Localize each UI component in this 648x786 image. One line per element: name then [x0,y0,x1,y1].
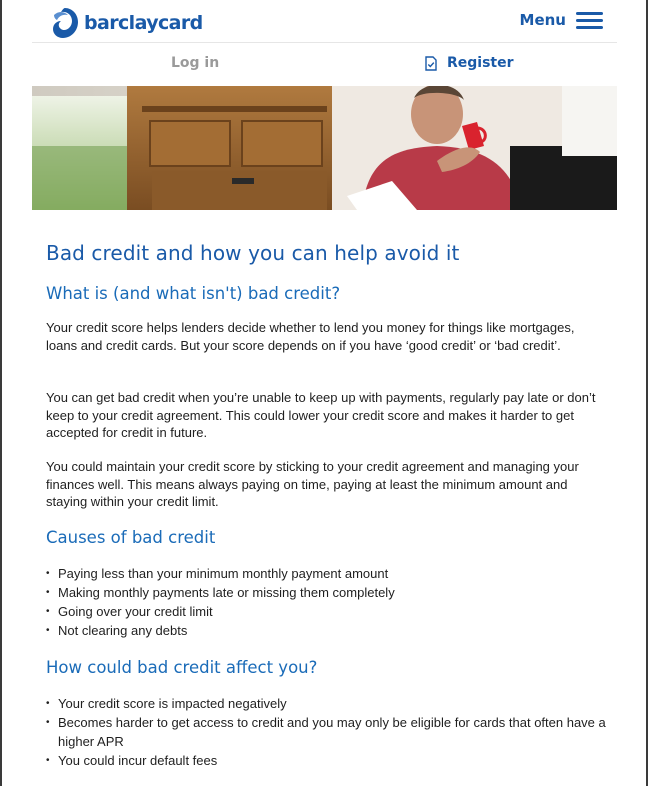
causes-list [46,564,606,640]
list-item: • Going over your credit limit [46,602,606,621]
list-item: • You could incur default fees [46,751,606,770]
login-link[interactable]: Log in [171,55,220,71]
paragraph-maintain-score: You could maintain your credit score by sticking to your credit agreement and managing your finances well. This means always paying on time, paying at least the minimum amount and staying within your credit limit. [46,459,579,509]
paragraph-credit-score: Your credit score helps lenders decide whether to lend you money for things like mortgages, loans and credit cards. But your score depends on if you have ‘good credit’ or ‘bad credit’. [46,320,575,353]
list-item: • Paying less than your minimum monthly payment amount [46,564,606,583]
page-title: Bad credit and how you can help avoid it [46,241,460,265]
list-item: • Making monthly payments late or missing them completely [46,583,606,602]
menu-button[interactable] [520,10,603,30]
section-heading-effects: How could bad credit affect you? [46,658,318,677]
man-drinking-coffee-photo [32,86,617,210]
register-label: Register [447,55,514,71]
auth-bar [32,43,617,85]
hamburger-icon [576,10,603,30]
barclaycard-logo[interactable] [50,6,203,40]
register-link[interactable] [425,55,514,71]
paragraph-get-bad-credit: You can get bad credit when you’re unable to keep up with payments, regularly pay late or don’t keep to your credit agreement. This could lower your credit score and makes it harder to get accepted for credit in future. [46,390,596,440]
effects-list [46,694,606,770]
site-header [32,0,617,43]
section-heading-causes: Causes of bad credit [46,528,216,547]
list-item: • Your credit score is impacted negatively [46,694,606,713]
hero-image [32,86,617,210]
list-item: • Becomes harder to get access to credit and you may only be eligible for cards that often have a higher APR [46,713,606,751]
section-heading-what-is-bad-credit: What is (and what isn't) bad credit? [46,284,341,303]
logo-wordmark: barclaycard [84,12,203,34]
menu-label: Menu [519,11,566,29]
list-item: • Not clearing any debts [46,621,606,640]
eagle-logo-icon [50,6,80,40]
window-frame-left [0,0,2,786]
document-check-icon [425,56,437,71]
